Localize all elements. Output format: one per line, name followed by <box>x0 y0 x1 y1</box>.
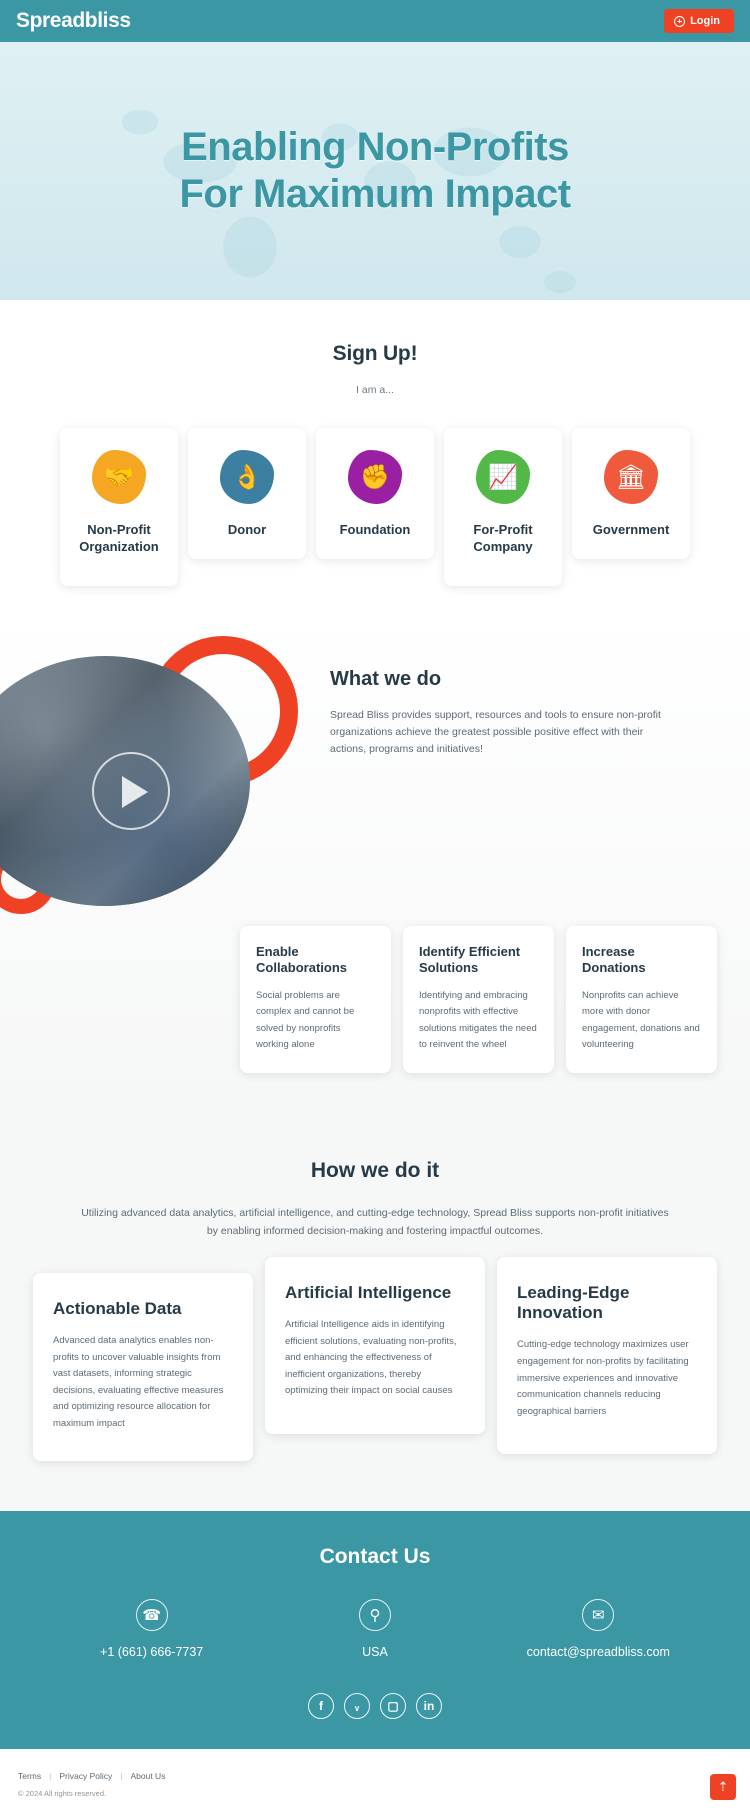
role-card-non-profit-organization[interactable] <box>60 428 178 586</box>
role-card-label: Foundation <box>339 522 411 537</box>
how-card-actionable-data <box>33 1273 253 1461</box>
site-header <box>0 0 750 42</box>
how-card-title: Leading-Edge Innovation <box>517 1282 630 1322</box>
login-button[interactable] <box>664 9 734 33</box>
signup-subtitle: I am a... <box>356 384 394 396</box>
role-card-label: For-Profit Company <box>473 522 533 554</box>
phone-icon: ☎ <box>136 1599 168 1631</box>
hero-title <box>179 124 570 218</box>
role-card-for-profit-company[interactable] <box>444 428 562 586</box>
social-links <box>0 1693 750 1719</box>
donating-hand-icon: 👌 <box>220 450 274 504</box>
login-button-label: Login <box>690 15 720 27</box>
what-we-do-paragraph: Spread Bliss provides support, resources and tools to ensure non-profit organizations achieve the greatest possible positive effect with their actions, programs and initiatives! <box>330 708 661 756</box>
feature-card-title: Increase Donations <box>582 943 646 976</box>
how-card-body: Cutting-edge technology maximizes user engagement for non-profits by facilitating immersive experiences and innovative communication channels reducing geographical barriers <box>517 1339 689 1417</box>
signup-section <box>0 300 750 586</box>
contact-email-value: contact@spreadbliss.com <box>526 1644 670 1659</box>
footer-divider: | <box>49 1770 52 1781</box>
feature-cards <box>0 904 750 1073</box>
how-card-body: Artificial Intelligence aids in identifying efficient solutions, evaluating non-profits, and enhancing the effectiveness of inefficient organizations, thereby optimizing their impact on social causes <box>285 1318 457 1397</box>
role-card-donor[interactable] <box>188 428 306 559</box>
footer-link-about-us[interactable]: About Us <box>130 1770 166 1781</box>
feature-card-body: Social problems are complex and cannot be solved by nonprofits working alone <box>256 990 355 1050</box>
role-card-government[interactable] <box>572 428 690 559</box>
location-pin-icon: ⚲ <box>359 1599 391 1631</box>
contact-location-value: USA <box>362 1644 388 1659</box>
growth-chart-icon: 📈 <box>476 450 530 504</box>
raised-fist-icon: ✊ <box>348 450 402 504</box>
instagram-icon[interactable]: ▢ <box>380 1693 406 1719</box>
how-card-title: Artificial Intelligence <box>285 1282 452 1302</box>
site-footer <box>0 1749 750 1814</box>
contact-email[interactable] <box>498 1599 698 1659</box>
intro-video[interactable] <box>0 636 300 926</box>
how-we-do-it-intro: Utilizing advanced data analytics, artificial intelligence, and cutting-edge technology, Spread Bliss supports non-profit initiatives by enabling informed decision-making and fostering impactful outcomes. <box>81 1206 669 1237</box>
copyright-text: © 2024 All rights reserved. <box>18 1788 107 1798</box>
feature-card-title: Enable Collaborations <box>256 943 348 976</box>
feature-card-increase-donations <box>566 926 717 1073</box>
feature-card-title: Identify Efficient Solutions <box>419 943 521 976</box>
bank-building-icon: 🏛 <box>604 450 658 504</box>
role-card-foundation[interactable] <box>316 428 434 559</box>
footer-divider: | <box>120 1770 123 1781</box>
play-button-icon[interactable] <box>122 776 148 808</box>
feature-card-identify-efficient-solutions <box>403 926 554 1073</box>
role-card-label: Non-Profit Organization <box>79 522 159 554</box>
hero-section <box>0 42 750 300</box>
footer-link-privacy-policy[interactable]: Privacy Policy <box>59 1770 113 1781</box>
twitter-icon[interactable]: ᵥ <box>344 1693 370 1719</box>
role-card-label: Donor <box>227 522 267 537</box>
hero-title-line2: For Maximum Impact <box>179 172 571 216</box>
linkedin-icon[interactable]: in <box>416 1693 442 1719</box>
role-card-label: Government <box>592 522 670 537</box>
how-card-title: Actionable Data <box>53 1298 182 1318</box>
what-we-do-section <box>0 614 750 1113</box>
feature-card-body: Nonprofits can achieve more with donor engagement, donations and volunteering <box>582 990 700 1050</box>
user-circle-icon <box>674 16 685 27</box>
facebook-icon[interactable]: f <box>308 1693 334 1719</box>
how-card-body: Advanced data analytics enables non-profits to uncover valuable insights from vast datasets, informing strategic decisions, evaluating effective measures and optimizing resource allocation for maximum impact <box>53 1334 224 1430</box>
how-we-do-it-title: How we do it <box>310 1158 440 1182</box>
role-cards <box>0 396 750 586</box>
handshake-icon: 🤝 <box>92 450 146 504</box>
what-we-do-title: What we do <box>330 667 442 690</box>
how-card-artificial-intelligence <box>265 1257 485 1435</box>
contact-phone[interactable] <box>52 1599 252 1659</box>
footer-links <box>18 1771 732 1781</box>
scroll-to-top-button[interactable]: ⇡ <box>710 1774 736 1800</box>
contact-location <box>275 1599 475 1659</box>
envelope-icon: ✉ <box>582 1599 614 1631</box>
footer-link-terms[interactable]: Terms <box>18 1770 42 1781</box>
how-we-do-it-section <box>0 1113 750 1511</box>
how-we-do-it-cards <box>0 1241 750 1461</box>
logo[interactable]: Spreadbliss <box>16 9 131 32</box>
contact-phone-value: +1 (661) 666-7737 <box>100 1644 204 1659</box>
contact-title: Contact Us <box>319 1544 431 1568</box>
contact-section <box>0 1511 750 1749</box>
how-card-leading-edge-innovation <box>497 1257 717 1455</box>
feature-card-body: Identifying and embracing nonprofits with effective solutions mitigates the need to reinvent the wheel <box>419 990 537 1050</box>
hero-title-line1: Enabling Non-Profits <box>181 124 569 169</box>
signup-title: Sign Up! <box>332 342 418 365</box>
feature-card-enable-collaborations <box>240 926 391 1073</box>
